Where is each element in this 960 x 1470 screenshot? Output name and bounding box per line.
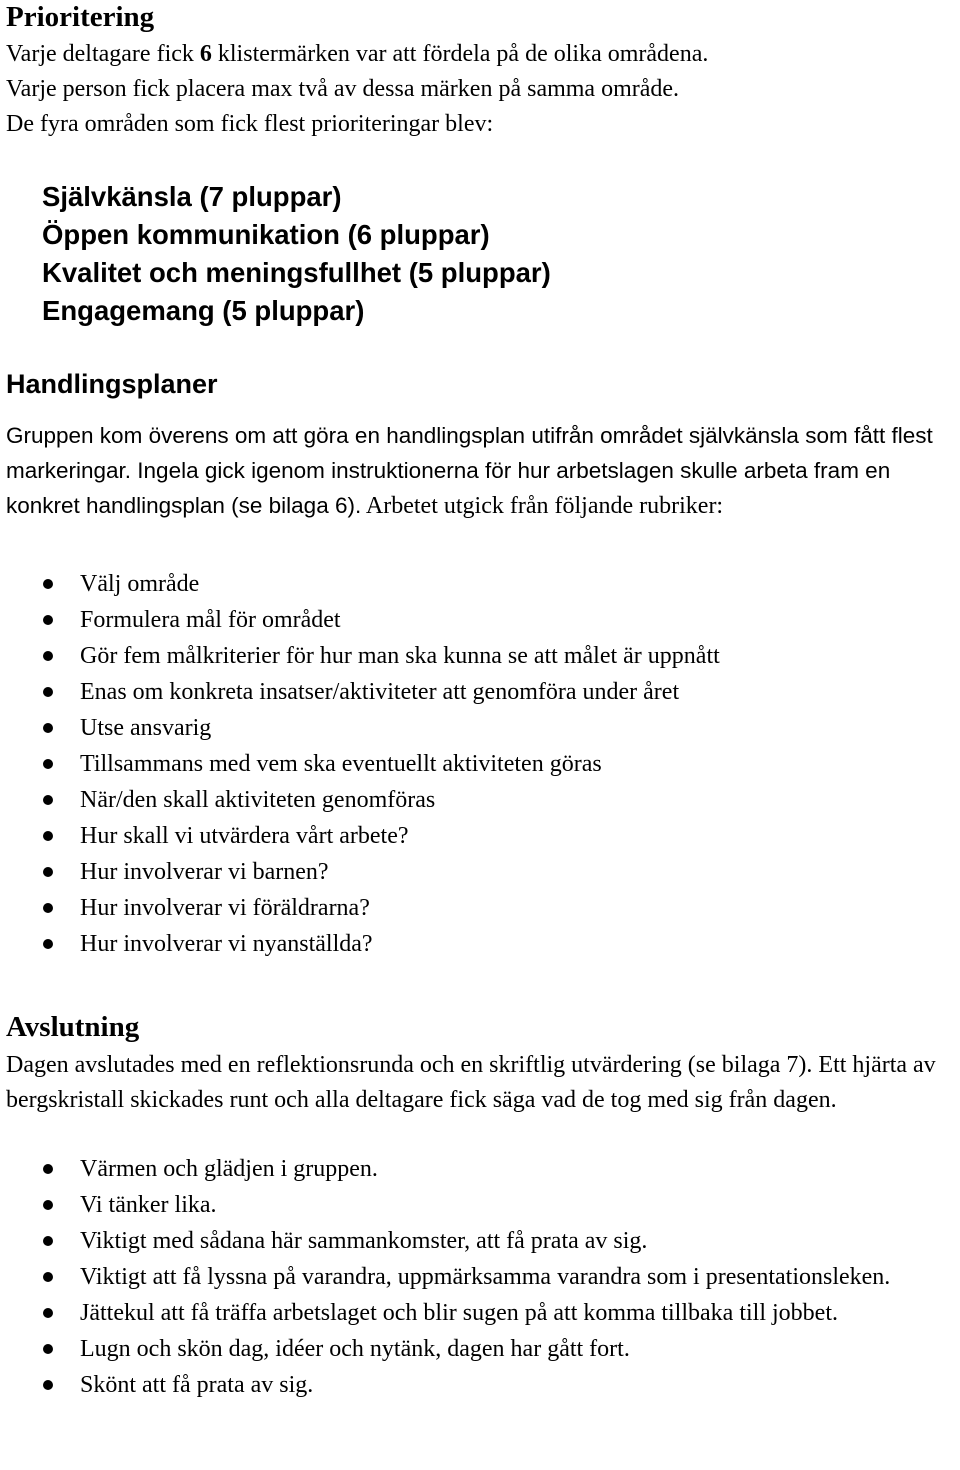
list-item bbox=[6, 1259, 951, 1295]
bullet-icon bbox=[43, 759, 53, 769]
bullet-icon bbox=[43, 687, 53, 697]
list-item-text: När/den skall aktiviteten genomföras bbox=[80, 787, 436, 813]
top-area-item: Självkänsla (7 pluppar) bbox=[42, 181, 342, 212]
list-item bbox=[6, 566, 951, 602]
prio-line-1-a: Varje deltagare fick bbox=[6, 41, 200, 67]
list-item-text: Hur involverar vi barnen? bbox=[80, 859, 329, 885]
list-item bbox=[6, 1295, 951, 1331]
list-item-text: Hur involverar vi föräldrarna? bbox=[80, 895, 370, 921]
prio-line-2: Varje person fick placera max två av dessa märken på samma område. bbox=[6, 76, 680, 102]
bullet-icon bbox=[43, 651, 53, 661]
list-item bbox=[6, 746, 951, 782]
top-areas-list bbox=[6, 178, 551, 330]
list-item-text: Hur skall vi utvärdera vårt arbete? bbox=[80, 823, 409, 849]
list-item bbox=[6, 890, 951, 926]
bullet-icon bbox=[43, 1380, 53, 1390]
list-item-text: Utse ansvarig bbox=[80, 715, 212, 741]
list-item bbox=[6, 926, 951, 962]
top-area-item: Kvalitet och meningsfullhet (5 pluppar) bbox=[42, 257, 551, 288]
list-item-text: Skönt att få prata av sig. bbox=[80, 1372, 314, 1398]
list-item bbox=[6, 854, 951, 890]
list-item bbox=[6, 1367, 951, 1403]
list-item bbox=[6, 674, 951, 710]
list-item bbox=[6, 710, 951, 746]
bullet-icon bbox=[43, 1200, 53, 1210]
plan-text-serif: Arbetet utgick från följande rubriker: bbox=[361, 493, 724, 519]
bullet-icon bbox=[43, 903, 53, 913]
list-item bbox=[6, 1187, 951, 1223]
list-item-text: Tillsammans med vem ska eventuellt aktiviteten göras bbox=[80, 751, 602, 777]
list-item bbox=[6, 1223, 951, 1259]
list-item-text: Lugn och skön dag, idéer och nytänk, dagen har gått fort. bbox=[80, 1336, 630, 1362]
bullet-icon bbox=[43, 795, 53, 805]
plan-headings-list bbox=[6, 566, 951, 962]
bullet-icon bbox=[43, 867, 53, 877]
list-item-text: Gör fem målkriterier för hur man ska kunna se att målet är uppnått bbox=[80, 643, 720, 669]
bullet-icon bbox=[43, 1344, 53, 1354]
bullet-icon bbox=[43, 723, 53, 733]
bullet-icon bbox=[43, 831, 53, 841]
heading-handlingsplaner: Handlingsplaner bbox=[6, 369, 218, 399]
list-item-text: Jättekul att få träffa arbetslaget och blir sugen på att komma tillbaka till jobbet. bbox=[80, 1300, 838, 1326]
list-item-text: Viktigt med sådana här sammankomster, att få prata av sig. bbox=[80, 1228, 648, 1254]
feedback-list bbox=[6, 1151, 951, 1403]
sticker-count: 6 bbox=[199, 41, 212, 67]
prio-line-1 bbox=[6, 37, 708, 72]
heading-avslutning: Avslutning bbox=[6, 1011, 140, 1043]
prio-line-1-b: klistermärken var att fördela på de olika områdena. bbox=[211, 41, 709, 67]
list-item bbox=[6, 818, 951, 854]
bullet-icon bbox=[43, 1236, 53, 1246]
plan-text-sans: Gruppen kom överens om att göra en handlingsplan utifrån området självkänsla som fått flest markeringar. Ingela gick igenom instruktionerna för hur arbetslagen skulle arbeta fram en konkret handlingsplan (se bilaga 6). bbox=[6, 423, 933, 518]
heading-prioritering: Prioritering bbox=[6, 1, 155, 33]
list-item bbox=[6, 782, 951, 818]
prioritering-intro bbox=[6, 37, 708, 142]
list-item bbox=[6, 1151, 951, 1187]
bullet-icon bbox=[43, 1272, 53, 1282]
list-item-text: Värmen och glädjen i gruppen. bbox=[80, 1156, 378, 1182]
bullet-icon bbox=[43, 1308, 53, 1318]
top-area-item: Öppen kommunikation (6 pluppar) bbox=[42, 219, 490, 250]
list-item-text: Vi tänker lika. bbox=[80, 1192, 217, 1218]
bullet-icon bbox=[43, 615, 53, 625]
avslutning-paragraph: Dagen avslutades med en reflektionsrunda och en skriftlig utvärdering (se bilaga 7). Ett hjärta av bergskristall skickades runt och alla deltagare fick säga vad de tog med sig från dagen. bbox=[6, 1052, 936, 1113]
bullet-icon bbox=[43, 1164, 53, 1174]
bullet-icon bbox=[43, 939, 53, 949]
bullet-icon bbox=[43, 579, 53, 589]
handlingsplaner-paragraph bbox=[6, 418, 951, 524]
list-item bbox=[6, 638, 951, 674]
list-item-text: Viktigt att få lyssna på varandra, uppmärksamma varandra som i presentationsleken. bbox=[80, 1264, 891, 1290]
list-item bbox=[6, 1331, 951, 1367]
list-item-text: Enas om konkreta insatser/aktiviteter att genomföra under året bbox=[80, 679, 680, 705]
list-item bbox=[6, 602, 951, 638]
list-item-text: Formulera mål för området bbox=[80, 607, 341, 633]
top-area-item: Engagemang (5 pluppar) bbox=[42, 295, 365, 326]
list-item-text: Välj område bbox=[80, 571, 200, 597]
prio-line-3: De fyra områden som fick flest prioriteringar blev: bbox=[6, 111, 494, 137]
list-item-text: Hur involverar vi nyanställda? bbox=[80, 931, 373, 957]
